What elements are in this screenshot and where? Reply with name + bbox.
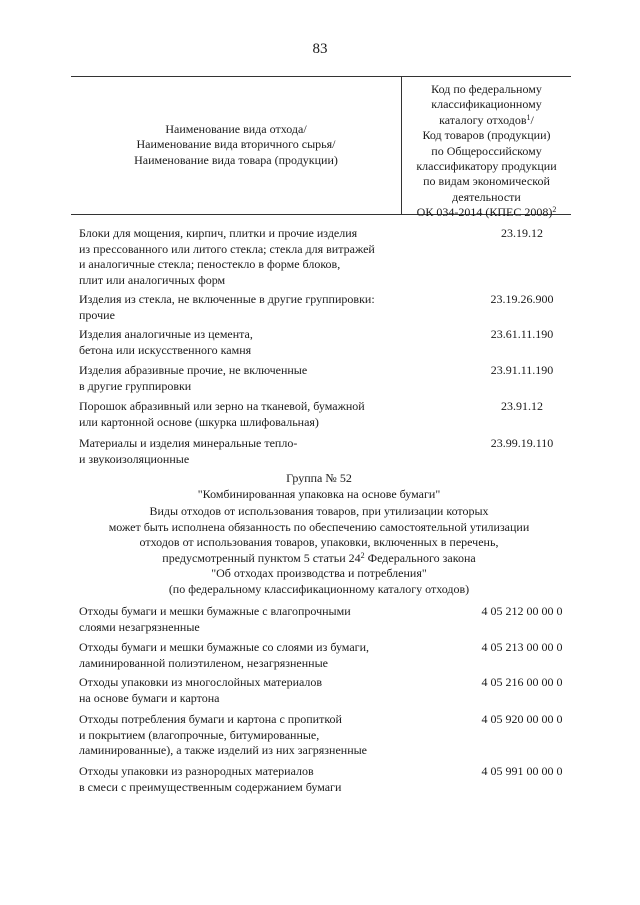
row-code: 23.61.11.190 [490,327,554,341]
row-code: 23.19.12 [501,226,543,240]
group-description: Виды отходов от использования товаров, при утилизации которых может быть исполнена обязанность по обеспечению самостоятельной утилизации отходов от использования товаров, упаковки, включенных в перечень, предусмотренный пунктом 5 статьи $24^2$ Федерального закона "Об отходах производства и потребления" (по федеральному классификационному каталогу отходов) [108,504,530,596]
footnote-marker: 2 [360,550,365,560]
row-name: Отходы упаковки из разнородных материалов в смеси с преимущественным содержанием бумаги [79,764,342,794]
row-code: 4 05 213 00 00 0 [481,640,563,654]
header-right-line: классификатору продукции [416,159,557,174]
row-name: Отходы потребления бумаги и картона с пропиткой и покрытием (влагопрочные, битумированные, ламинированные), а также изделий из них загрязненные [79,712,368,757]
row-name: Изделия аналогичные из цемента, бетона или искусственного камня [79,327,253,357]
footnote-marker: 2 [552,205,557,215]
row-name: Отходы упаковки из многослойных материалов на основе бумаги и картона [79,675,323,705]
header-left-line: Наименование вида отхода/ [165,122,307,136]
header-left-line: Наименование вида вторичного сырья/ [136,137,336,152]
header-right-line: по Общероссийскому [431,143,542,158]
page-number: 83 [312,41,328,57]
row-code: 4 05 216 00 00 0 [481,675,563,689]
header-right-line: классификационному [431,97,542,112]
row-name: Отходы бумаги и мешки бумажные со слоями из бумаги, ламинированной полиэтиленом, незагрязненные [79,640,369,670]
header-right-line: Код по федеральному [431,82,542,96]
group-number: Группа № 52 [286,471,352,485]
row-name: Отходы бумаги и мешки бумажные с влагопрочными слоями незагрязненные [79,604,351,634]
header-right-cell [402,82,571,221]
row-name: Изделия из стекла, не включенные в другие группировки: прочие [79,292,375,322]
header-right-line: каталогу отходов$^1$/ [439,112,534,127]
header-right-line: ОК 034-2014 (КПЕС 2008)$^2$ [416,205,557,220]
row-name: Порошок абразивный или зерно на тканевой, бумажной или картонной основе (шкурка шлифовальная) [79,399,365,429]
header-left-cell [71,122,401,168]
group-title: "Комбинированная упаковка на основе бумаги" [197,486,441,501]
header-top-rule [71,76,571,77]
header-right-line: деятельности [452,189,521,204]
row-code: 23.91.11.190 [490,363,554,377]
header-left-line: Наименование вида товара (продукции) [134,152,338,167]
row-code: 23.99.19.110 [490,436,554,450]
footnote-marker: 1 [526,112,531,122]
group-heading [79,471,559,502]
row-name: Изделия абразивные прочие, не включенные в другие группировки [79,363,308,393]
row-code: 4 05 991 00 00 0 [481,764,563,778]
row-code: 4 05 212 00 00 0 [481,604,563,618]
row-code: 23.91.12 [501,399,543,413]
header-right-line: по видам экономической [423,174,550,189]
row-code: 23.19.26.900 [490,292,554,306]
row-name: Материалы и изделия минеральные тепло- и звукоизоляционные [79,436,298,466]
header-right-line: Код товаров (продукции) [422,128,551,143]
row-name: Блоки для мощения, кирпич, плитки и прочие изделия из прессованного или литого стекла; стекла для витражей и аналогичные стекла; пеностекло в форме блоков, плит или аналогичных форм [79,226,375,287]
row-code: 4 05 920 00 00 0 [481,712,563,726]
